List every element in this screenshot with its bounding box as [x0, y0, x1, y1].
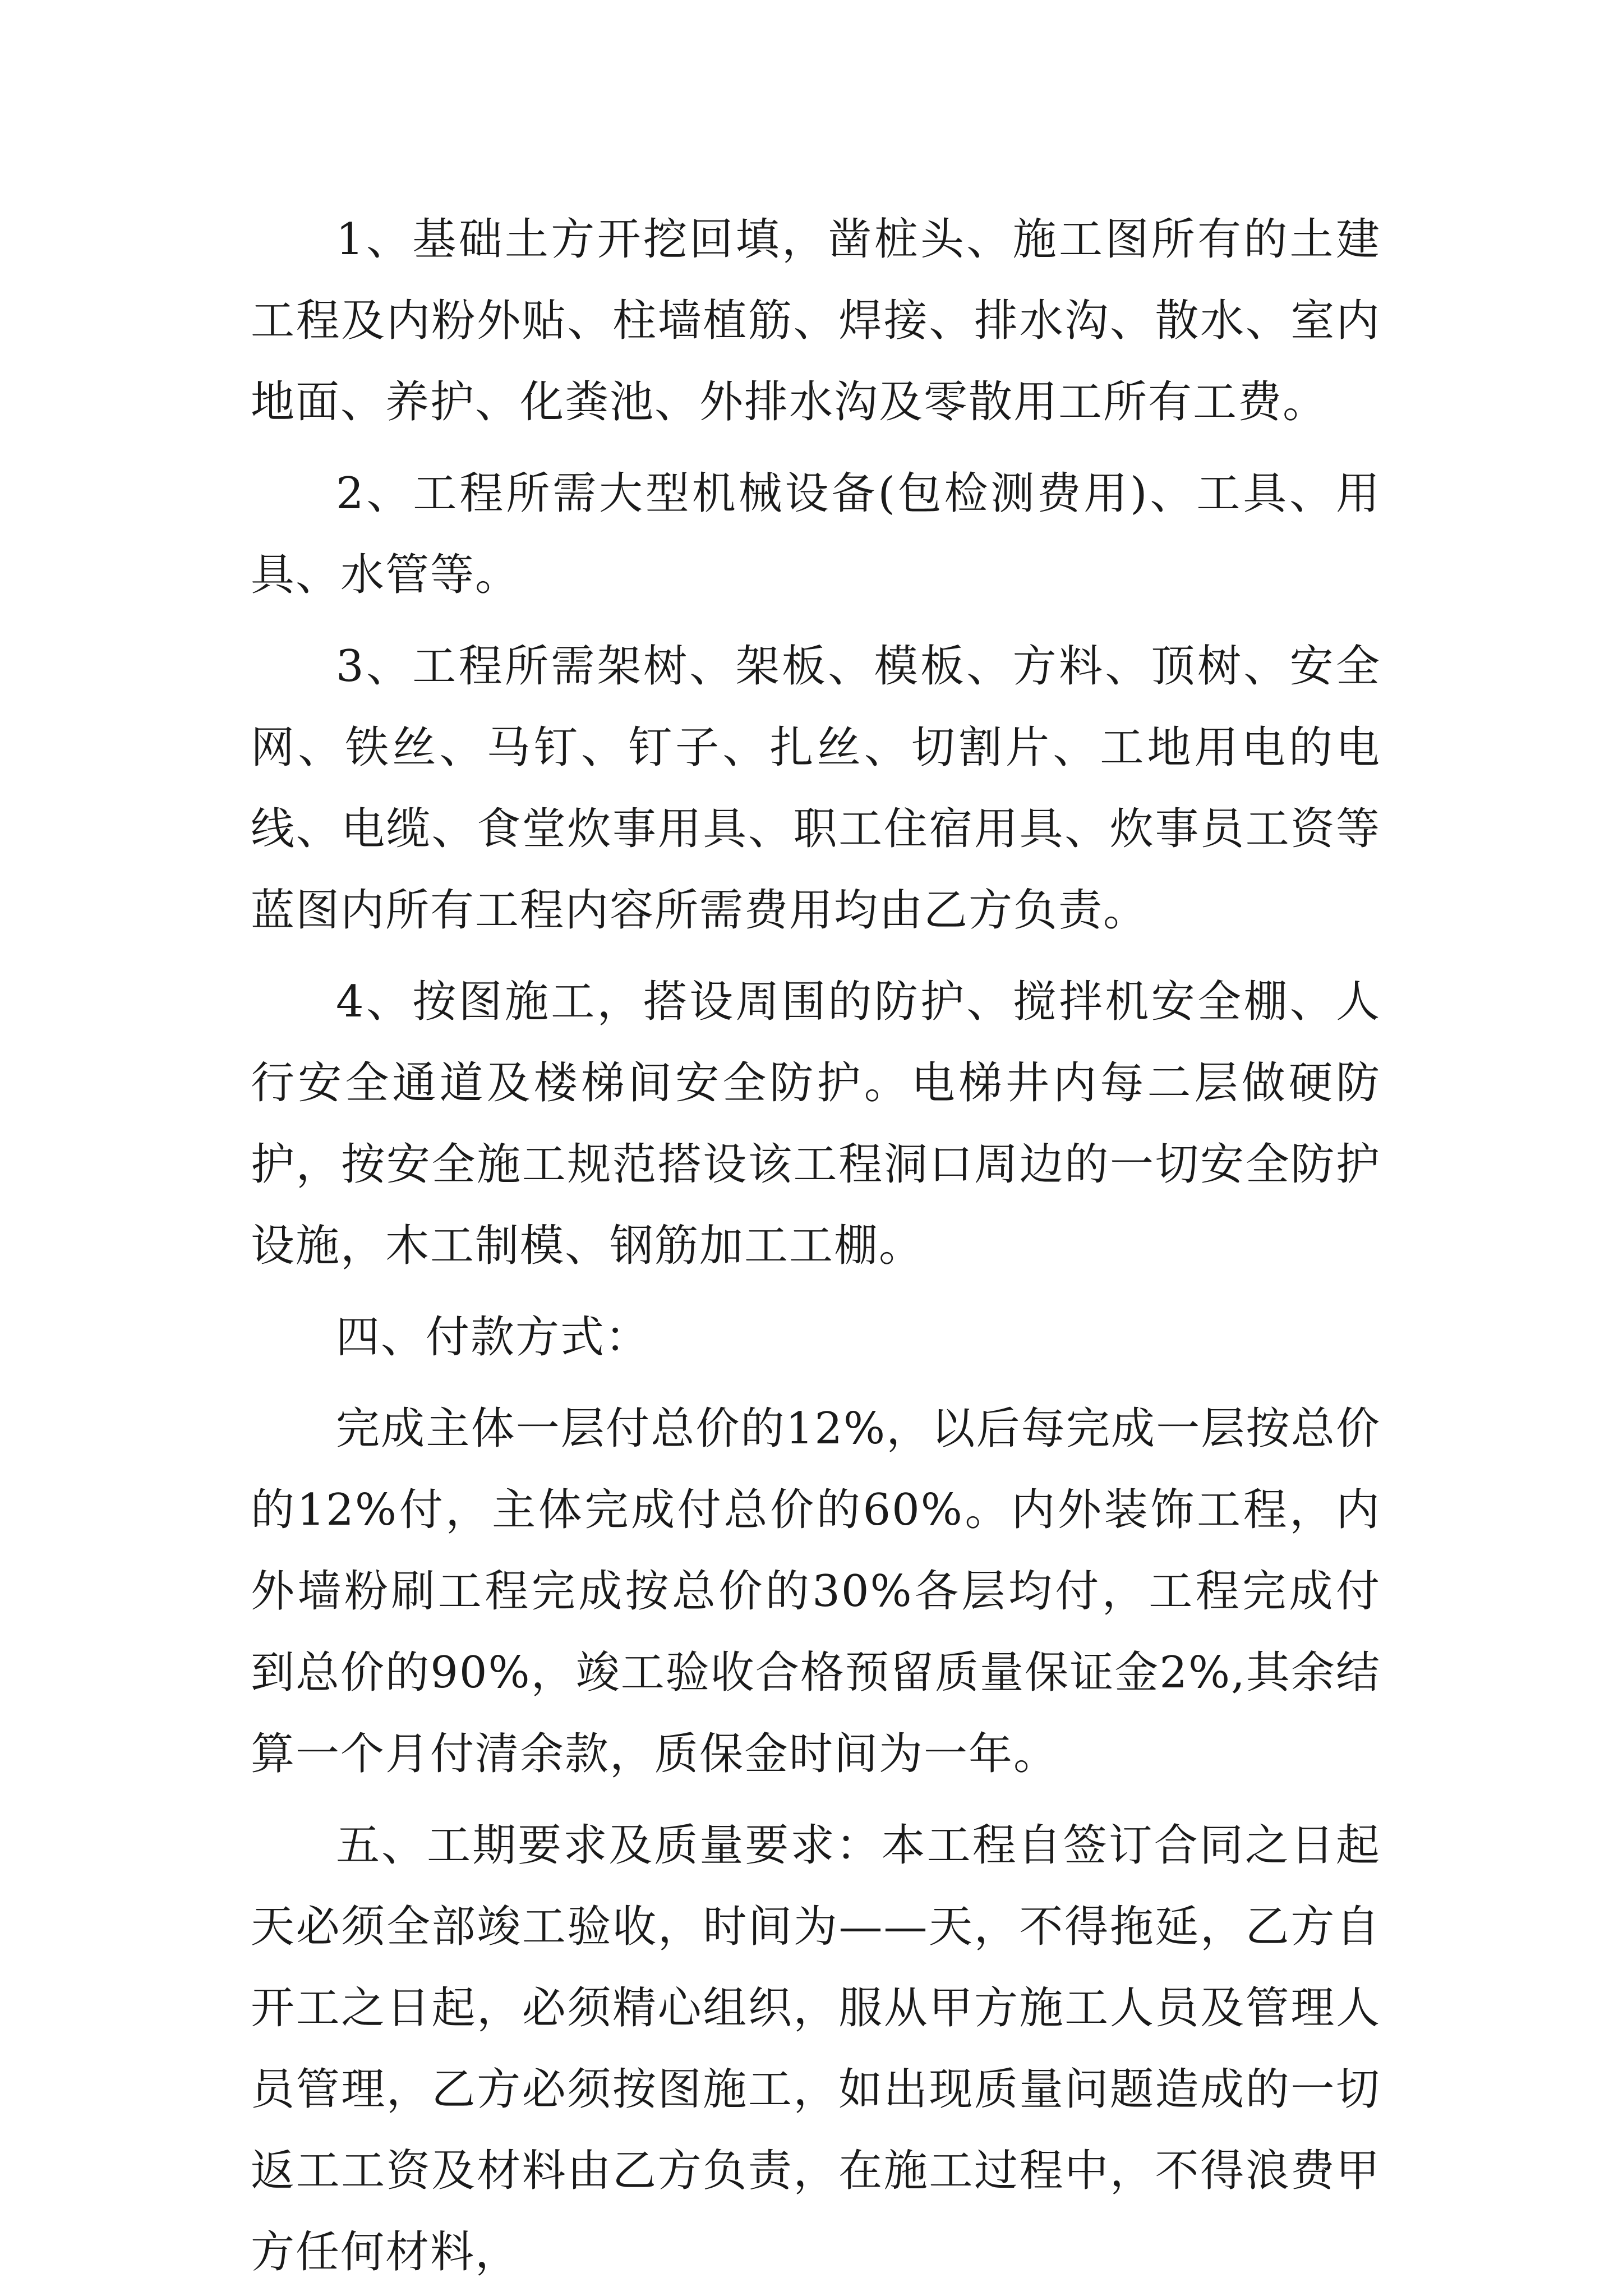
paragraph-clause-2: 2、工程所需大型机械设备(包检测费用)、工具、用具、水管等。 — [251, 468, 1381, 600]
paragraph-payment-terms: 完成主体一层付总价的12%，以后每完成一层按总价的12%付，主体完成付总价的60%。内外装饰工程，内外墙粉刷工程完成按总价的30%各层均付，工程完成付到总价的90%，竣工验收合格预留质量保证金2%,其余结算一个月付清余款，质保金时间为一年。 — [251, 1404, 1381, 1779]
paragraph-clause-1: 1、基础土方开挖回填，凿桩头、施工图所有的土建工程及内粉外贴、柱墙植筋、焊接、排水沟、散水、室内地面、养护、化粪池、外排水沟及零散用工所有工费。 — [251, 214, 1381, 427]
section-heading-payment: 四、付款方式： — [336, 1312, 651, 1363]
paragraph-clause-3: 3、工程所需架树、架板、模板、方料、顶树、安全网、铁丝、马钉、钉子、扎丝、切割片、工地用电的电线、电缆、食堂炊事用具、职工住宿用具、炊事员工资等蓝图内所有工程内容所需费用均由乙方负责。 — [251, 641, 1381, 936]
paragraph-schedule-quality: 五、工期要求及质量要求：本工程自签订合同之日起天必须全部竣工验收，时间为——天，不得拖延，乙方自开工之日起，必须精心组织，服从甲方施工人员及管理人员管理，乙方必须按图施工，如出现质量问题造成的一切返工工资及材料由乙方负责，在施工过程中，不得浪费甲方任何材料， — [251, 1820, 1381, 2277]
paragraph-clause-4: 4、按图施工，搭设周围的防护、搅拌机安全棚、人行安全通道及楼梯间安全防护。电梯井内每二层做硬防护，按安全施工规范搭设该工程洞口周边的一切安全防护设施，木工制模、钢筋加工工棚。 — [251, 977, 1381, 1271]
document-body — [251, 199, 1381, 2293]
